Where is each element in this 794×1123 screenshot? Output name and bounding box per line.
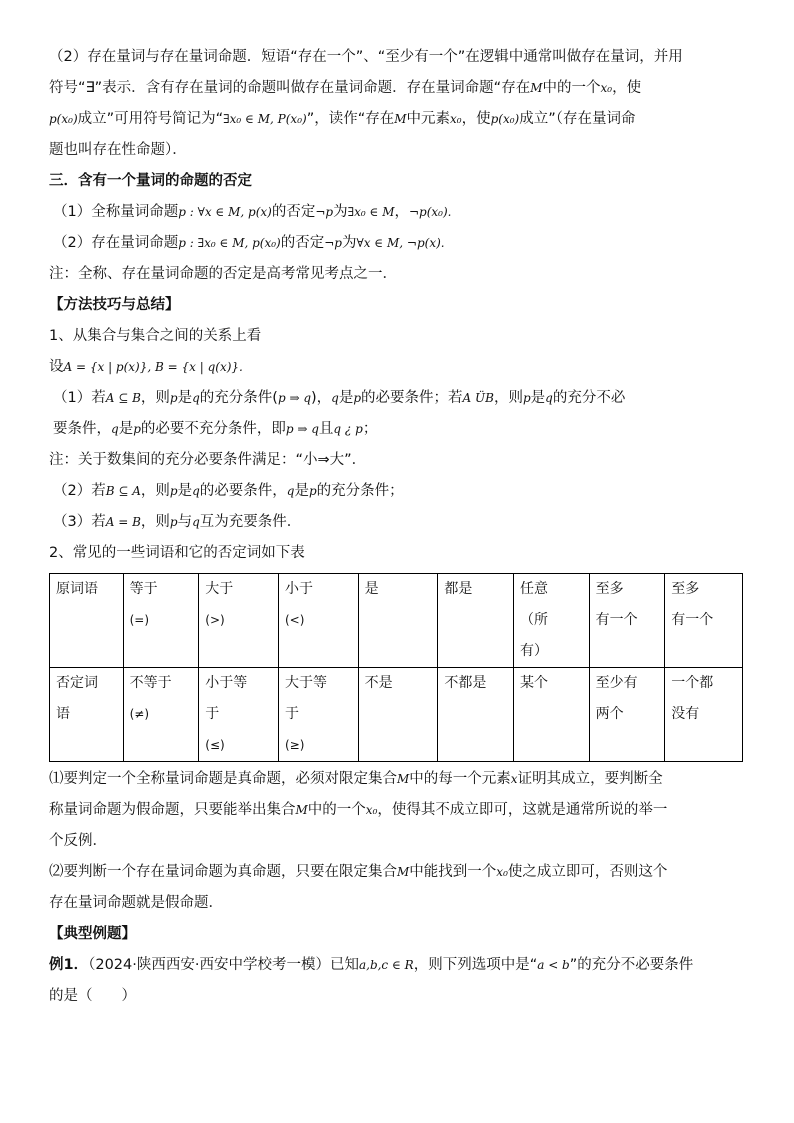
methods-subheading-words: 2、常见的一些词语和它的否定词如下表 [49,545,305,561]
table-cell: 都是 [438,574,514,668]
table-cell: 大于 (>) [199,574,279,668]
negation-words-table [49,573,743,762]
negation-existential-line: （2）存在量词命题p : ∃x₀ ∈ M, p(x₀)的否定¬p为∀x ∈ M, ¬p(x). [53,235,445,251]
table-cell: 小于等 于 (≤) [199,668,279,762]
table-cell: 至少有 两个 [589,668,665,762]
table-cell: 某个 [513,668,589,762]
existential-judgement-paragraph: ⑵要判断一个存在量词命题为真命题，只要在限定集合M中能找到一个x₀使之成立即可，否则这个 存在量词命题就是假命题． [49,864,668,911]
existential-quantifier-paragraph: （2）存在量词与存在量词命题．短语“存在一个”、“至少有一个”在逻辑中通常叫做存在量词，并用 符号“∃”表示．含有存在量词的命题叫做存在量词命题．存在量词命题“存在M中的一个x₀，使 p(x₀)成立”可用符号简记为“∃x₀ ∈ M, P(x₀)”，读作“存在M中元素x₀，使p(x₀)成立”（存在量词命 题也叫存在性命题）． [49,49,683,158]
negation-universal-line: （1）全称量词命题p : ∀x ∈ M, p(x)的否定¬p为∃x₀ ∈ M，¬p(x₀). [53,204,452,220]
table-cell: 至多 有一个 [665,574,743,668]
table-cell: 小于 (<) [278,574,358,668]
table-cell: 否定词 语 [50,668,124,762]
table-cell: 一个都 没有 [665,668,743,762]
table-cell: 等于 (=) [123,574,199,668]
example-1-question: 例1．（2024·陕西西安·西安中学校考一模）已知a,b,c ∈ R，则下列选项中是“a < b”的充分不必要条件 的是（ ） [49,957,694,1004]
condition-3-line: （3）若A = B，则p与q互为充要条件． [53,514,302,530]
table-cell: 不等于 (≠) [123,668,199,762]
examples-heading: 【典型例题】 [49,926,136,942]
table-row [50,668,743,762]
table-cell: 任意 （所 有） [513,574,589,668]
negation-note: 注：全称、存在量词命题的否定是高考常见考点之一． [49,266,397,282]
condition-2-line: （2）若B ⊆ A，则p是q的必要条件，q是p的充分条件； [53,483,404,499]
number-set-note: 注：关于数集间的充分必要条件满足：“小⇒大”． [49,452,367,468]
methods-heading: 【方法技巧与总结】 [49,297,180,313]
table-cell: 不都是 [438,668,514,762]
table-cell: 至多 有一个 [589,574,665,668]
document-page [49,42,749,1012]
table-cell: 不是 [358,668,438,762]
table-cell: 大于等 于 (≥) [278,668,358,762]
section-heading-negation: 三．含有一个量词的命题的否定 [49,173,252,189]
methods-subheading-sets: 1、从集合与集合之间的关系上看 [49,328,262,344]
condition-1-paragraph: （1）若A ⊆ B，则p是q的充分条件(p ⇒ q)，q是p的必要条件；若A ÜB，则p是q的充分不必 要条件，q是p的必要不充分条件，即p ⇒ q且q ¿ p； [53,390,626,437]
table-cell: 是 [358,574,438,668]
universal-judgement-paragraph: ⑴要判定一个全称量词命题是真命题，必须对限定集合M中的每一个元素x证明其成立，要判断全 称量词命题为假命题，只要能举出集合M中的一个x₀，使得其不成立即可，这就是通常所说的举一 个反例． [49,771,668,849]
set-definition-line: 设A = {x | p(x)}, B = {x | q(x)}. [49,359,243,375]
table-row [50,574,743,668]
table-cell: 原词语 [50,574,124,668]
